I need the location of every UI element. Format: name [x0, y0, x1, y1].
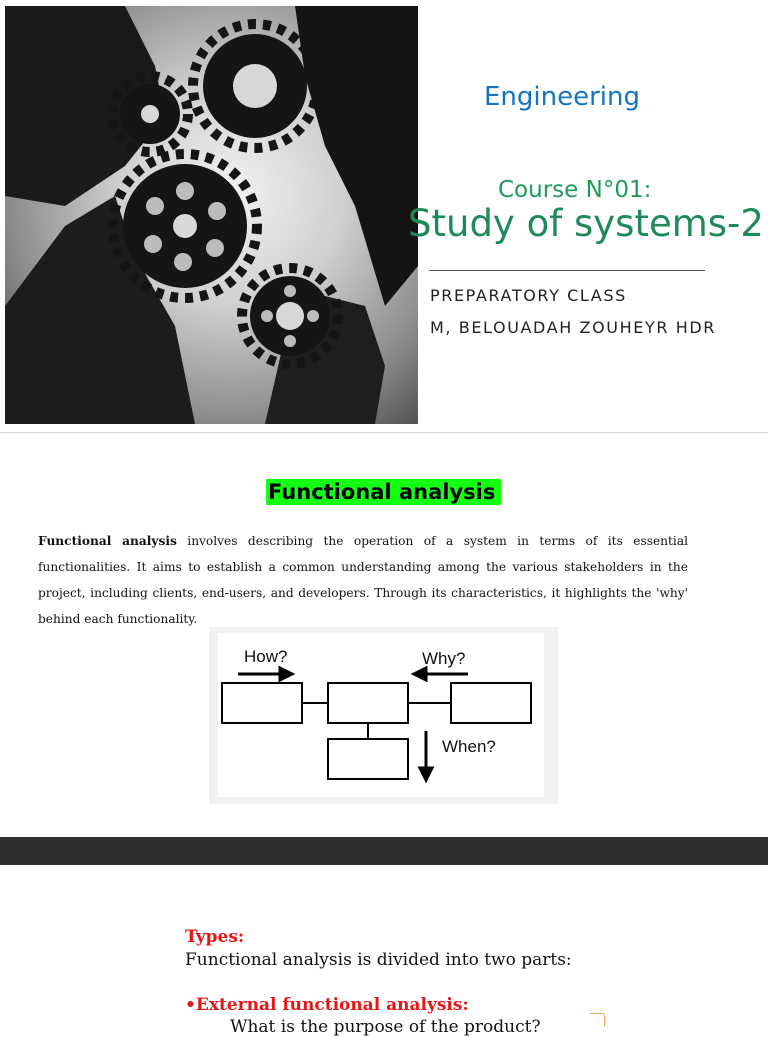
how-label: How?	[244, 647, 288, 666]
course-title	[408, 202, 768, 245]
title-divider	[429, 270, 705, 271]
definition-lead: Functional analysis	[38, 534, 177, 548]
section-heading: Functional analysis	[266, 479, 501, 505]
title-slide	[0, 0, 768, 430]
types-intro: Functional analysis is divided into two parts:	[185, 950, 572, 970]
subtitle-author: M, BELOUADAH ZOUHEYR HDR	[430, 318, 717, 337]
external-analysis-label: •External functional analysis:	[185, 995, 469, 1015]
when-label: When?	[442, 737, 496, 756]
gears-hands-photo	[5, 6, 418, 424]
function-tree-diagram	[209, 627, 558, 804]
course-number: Course N°01:	[498, 177, 652, 203]
diagram-box-left	[222, 683, 302, 723]
types-slide	[0, 865, 768, 1037]
definition-paragraph	[38, 528, 688, 632]
diagram-box-bottom	[328, 739, 408, 779]
course-title-text: Study of systems-2	[408, 202, 764, 245]
subtitle-class: PREPARATORY CLASS	[430, 286, 627, 305]
diagram-box-center	[328, 683, 408, 723]
annotation-bracket	[590, 1013, 605, 1026]
types-label: Types:	[185, 927, 245, 947]
external-question-line: What is the purpose of the product?	[230, 1017, 541, 1037]
why-label: Why?	[422, 649, 466, 668]
diagram-box-right	[451, 683, 531, 723]
definition-body: involves describing the operation of a system in terms of its essential functionalities. It aims to establish a common understanding among the various stakeholders in the project, including clients, end-users, and developers. Through its characteristics, it highlights the 'why' behind each functionality.	[38, 534, 688, 626]
functional-analysis-slide	[0, 433, 768, 837]
diagram-canvas	[218, 633, 544, 797]
page-title: Engineering	[484, 82, 640, 112]
slide-separator-band	[0, 837, 768, 865]
